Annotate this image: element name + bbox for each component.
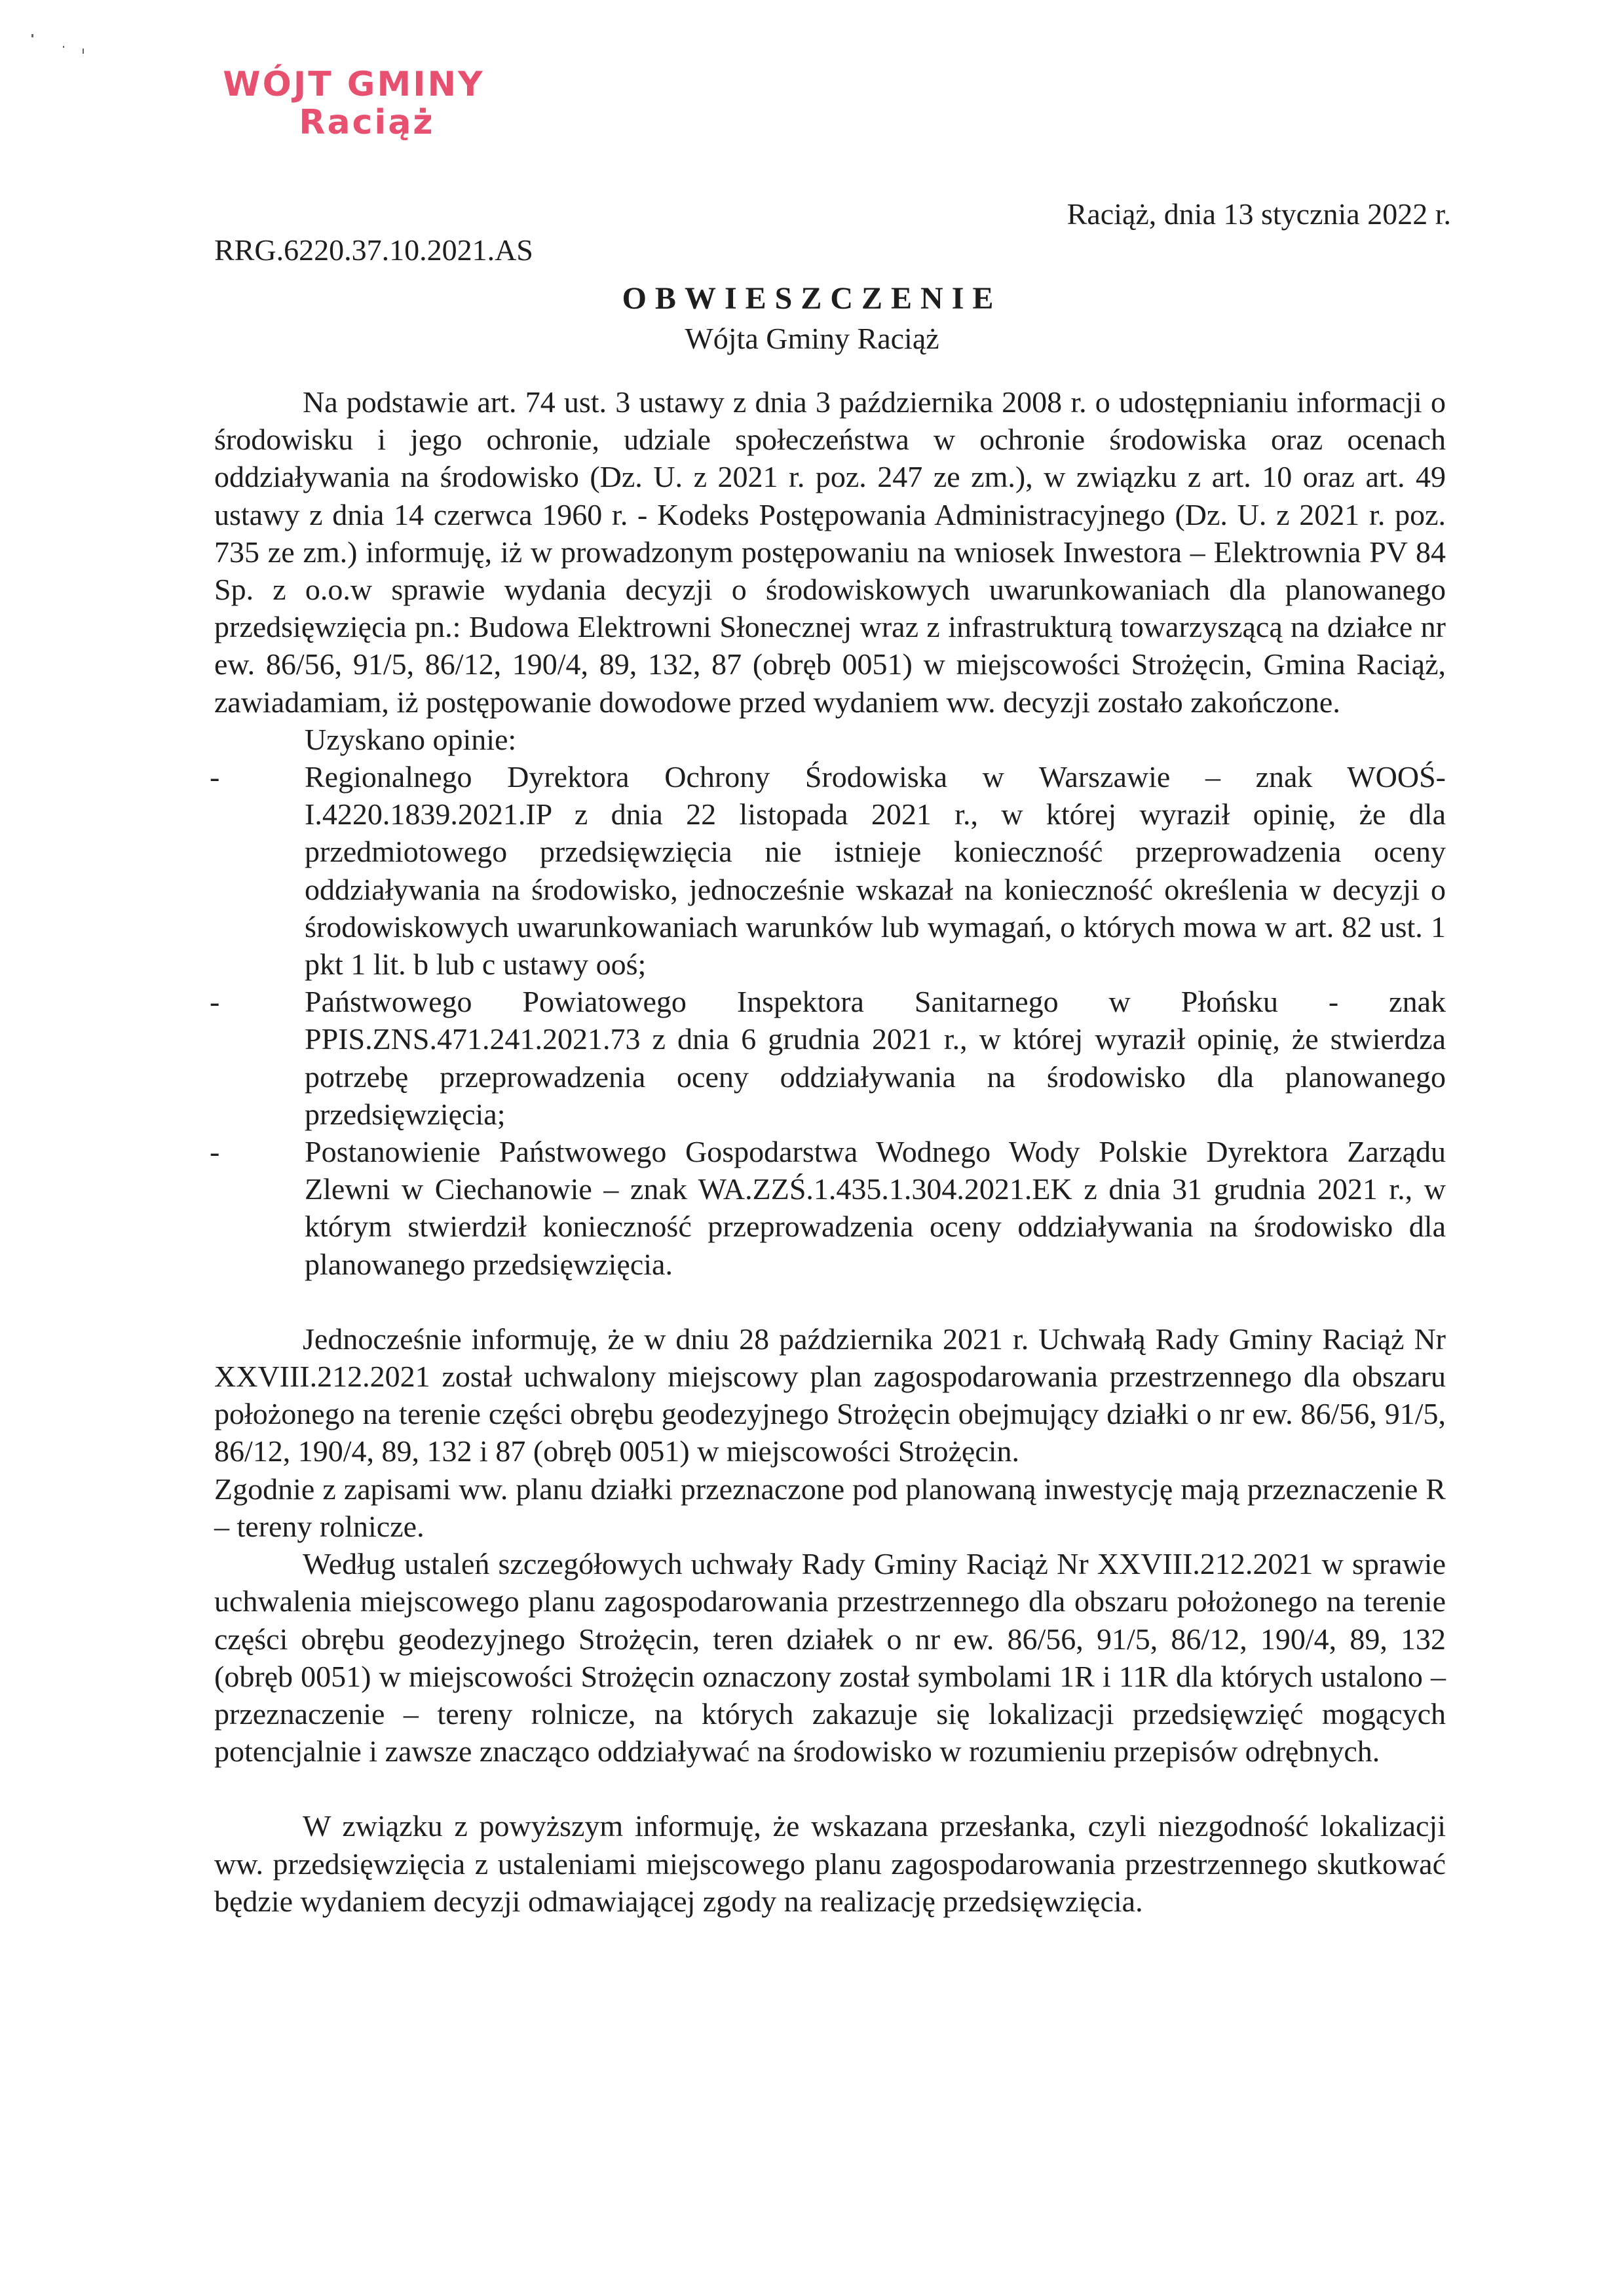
page-subtitle: Wójta Gminy Raciąż: [685, 322, 939, 355]
opinions-label: Uzyskano opinie:: [305, 722, 517, 756]
intro-paragraph: Na podstawie art. 74 ust. 3 ustawy z dnia 3 października 2008 r. o udostępnianiu informacji o środowisku i jego ochronie, udziale społeczeństwa w ochronie środowiska oraz ocenach oddziaływania na środowisko (Dz. U. z 2021 r. poz. 247 ze zm.), w związku z art. 10 oraz art. 49 ustawy z dnia 14 czerwca 1960 r. - Kodeks Postępowania Administracyjnego (Dz. U. z 2021 r. poz. 735 ze zm.) informuję, iż w prowadzonym postępowaniu na wniosek Inwestora – Elektrownia PV 84 Sp. z o.o.w sprawie wydania decyzji o środowiskowych uwarunkowaniach dla planowanego przedsięwzięcia pn.: Budowa Elektrowni Słonecznej wraz z infrastrukturą towarzyszącą na działce nr ew. 86/56, 91/5, 86/12, 190/4, 89, 132, 87 (obręb 0051) w miejscowości Strożęcin, Gmina Raciąż, zawiadamiam, iż postępowanie dowodowe przed wydaniem ww. decyzji zostało zakończone.: [214, 385, 1446, 719]
opinion-text: Regionalnego Dyrektora Ochrony Środowiska w Warszawie – znak WOOŚ-I.4220.1839.2021.IP z dnia 22 listopada 2021 r., w której wyraził opinię, że dla przedmiotowego przedsięwzięcia nie istnieje konieczność przeprowadzenia oceny oddziaływania na środowisko, jednocześnie wskazał na konieczność określenia w decyzji o środowiskowych uwarunkowaniach warunków lub wymagań, o których mowa w art. 82 ust. 1 pkt 1 lit. b lub c ustawy ooś;: [305, 760, 1446, 982]
scan-mark: [63, 46, 64, 48]
bullet-dash: -: [210, 985, 220, 1019]
opinion-item: [210, 983, 1446, 1133]
stamp-line-2: Raciąż: [299, 103, 435, 143]
municipality-stamp: [216, 66, 491, 142]
conclusion-paragraph: W związku z powyższym informuję, że wskazana przesłanka, czyli niezgodność lokalizacji ww. przedsięwzięcia z ustaleniami miejscowego planu zagospodarowania przestrzennego skutkować będzie wydaniem decyzji odmawiającej zgody na realizację przedsięwzięcia.: [214, 1809, 1446, 1918]
bullet-dash: -: [210, 1135, 220, 1169]
scan-mark: [83, 48, 84, 54]
opinion-text: Postanowienie Państwowego Gospodarstwa Wodnego Wody Polskie Dyrektora Zarządu Zlewni w Ciechanowie – znak WA.ZZŚ.1.435.1.304.2021.EK z dnia 31 grudnia 2021 r., w którym stwierdził konieczność przeprowadzenia oceny oddziaływania na środowisko dla planowanego przedsięwzięcia.: [305, 1135, 1446, 1281]
plan-zoning-paragraph: Zgodnie z zapisami ww. planu działki przeznaczone pod planowaną inwestycję mają przeznaczenie R – tereny rolnicze.: [214, 1472, 1446, 1543]
plan-details-paragraph: Według ustaleń szczegółowych uchwały Rady Gminy Raciąż Nr XXVIII.212.2021 w sprawie uchwalenia miejscowego planu zagospodarowania przestrzennego dla obszaru położonego na terenie części obrębu geodezyjnego Strożęcin, teren działek o nr ew. 86/56, 91/5, 86/12, 190/4, 89, 132 (obręb 0051) w miejscowości Strożęcin oznaczony został symbolami 1R i 11R dla których ustalono – przeznaczenie – tereny rolnicze, na których zakazuje się lokalizacji przedsięwzięć mogących potencjalnie i zawsze znacząco oddziaływać na środowisko w rozumieniu przepisów odrębnych.: [214, 1547, 1446, 1769]
spacer: [214, 1283, 1446, 1320]
document-body: [210, 383, 1446, 1920]
bullet-dash: -: [210, 760, 220, 794]
document-date: Raciąż, dnia 13 stycznia 2022 r.: [1067, 197, 1451, 231]
reference-number: RRG.6220.37.10.2021.AS: [214, 233, 533, 267]
stamp-line-1: WÓJT GMINY: [223, 65, 485, 104]
scan-mark: [31, 34, 33, 37]
spacer: [214, 1770, 1446, 1807]
plan-info-paragraph: Jednocześnie informuję, że w dniu 28 października 2021 r. Uchwałą Rady Gminy Raciąż Nr XXVIII.212.2021 został uchwalony miejscowy plan zagospodarowania przestrzennego dla obszaru położonego na terenie części obrębu geodezyjnego Strożęcin obejmujący działki o nr ew. 86/56, 91/5, 86/12, 190/4, 89, 132 i 87 (obręb 0051) w miejscowości Strożęcin.: [214, 1322, 1446, 1468]
opinion-item: [210, 1133, 1446, 1283]
page-title: OBWIESZCZENIE: [622, 281, 1002, 316]
opinion-item: [210, 758, 1446, 983]
opinion-text: Państwowego Powiatowego Inspektora Sanitarnego w Płońsku - znak PPIS.ZNS.471.241.2021.73 z dnia 6 grudnia 2021 r., w której wyraził opinię, że stwierdza potrzebę przeprowadzenia oceny oddziaływania na środowisko dla planowanego przedsięwzięcia;: [305, 985, 1446, 1131]
